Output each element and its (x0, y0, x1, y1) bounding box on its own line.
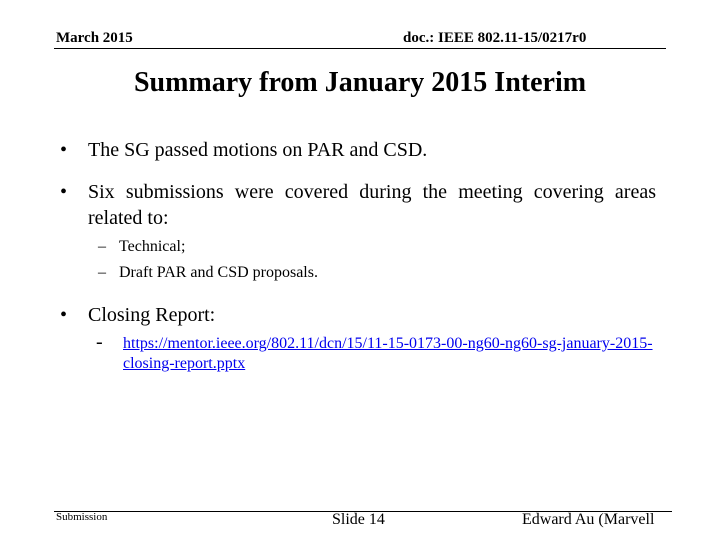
slide-title: Summary from January 2015 Interim (133, 67, 587, 98)
sub-bullet-item (98, 237, 185, 257)
slide-number: Slide 14 (332, 511, 385, 528)
bullet-marker: • (60, 139, 68, 161)
closing-report-link[interactable]: https://mentor.ieee.org/802.11/dcn/15/11-15-0173-00-ng60-ng60-sg-january-2015-closing-report.pptx (123, 335, 653, 372)
bullet-marker: • (60, 181, 68, 203)
bullet-item (60, 137, 660, 163)
sub-bullet-text: Draft PAR and CSD proposals. (119, 264, 318, 281)
sub-bullet-item (98, 263, 318, 283)
bullet-item (60, 302, 660, 328)
sub-bullet-text: Technical; (119, 238, 186, 255)
sub-bullet-marker: – (98, 264, 106, 281)
bullet-text: Closing Report: (88, 304, 216, 326)
bullet-text: The SG passed motions on PAR and CSD. (88, 139, 428, 161)
closing-report-item (96, 331, 656, 374)
bullet-text: Six submissions were covered during the meeting covering areas related to: (88, 181, 656, 229)
bullet-marker: • (60, 304, 68, 326)
header-date: March 2015 (56, 30, 133, 46)
header-divider (54, 48, 666, 49)
footer-author: Edward Au (Marvell (522, 511, 655, 528)
header-doc-id: doc.: IEEE 802.11-15/0217r0 (403, 30, 587, 46)
sub-bullet-marker: – (98, 238, 106, 255)
closing-report-marker: - (96, 331, 103, 353)
bullet-item (60, 179, 656, 231)
footer-submission-label: Submission (56, 511, 108, 523)
